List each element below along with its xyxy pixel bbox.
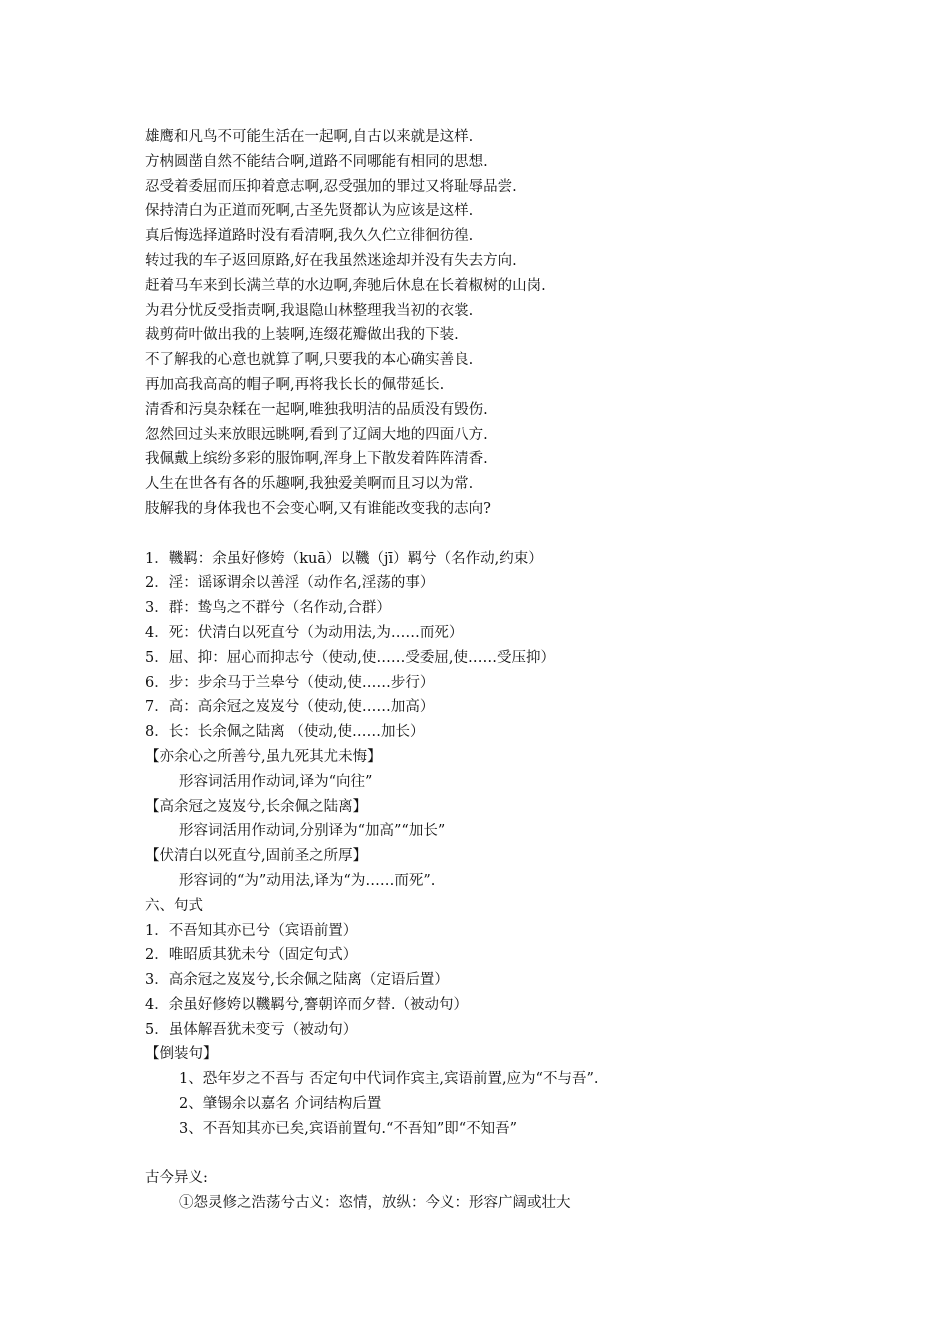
note-text: 形容词活用作动词,译为“向往” <box>179 773 373 790</box>
word-usage-item: 8．长：长余佩之陆离 （使动,使……加长） <box>145 724 425 741</box>
translation-line: 赶着马车来到长满兰草的水边啊,奔驰后休息在长着椒树的山岗. <box>145 277 546 294</box>
word-usage-item: 4．死：伏清白以死直兮（为动用法,为……而死） <box>145 624 464 641</box>
word-usage-item: 2．淫：谣诼谓余以善淫（动作名,淫荡的事） <box>145 575 435 592</box>
ancient-modern-heading: 古今异义: <box>145 1170 208 1187</box>
translation-line: 为君分忧反受指责啊,我退隐山林整理我当初的衣裳. <box>145 302 474 319</box>
inversion-item: 3、不吾知其亦已矣,宾语前置句.“不吾知”即“不知吾” <box>179 1120 518 1137</box>
note-title: 【亦余心之所善兮,虽九死其尤未悔】 <box>145 748 382 765</box>
translation-line: 忽然回过头来放眼远眺啊,看到了辽阔大地的四面八方. <box>145 426 488 443</box>
translation-line: 雄鹰和凡鸟不可能生活在一起啊,自古以来就是这样. <box>145 129 474 145</box>
translation-line: 肢解我的身体我也不会变心啊,又有谁能改变我的志向? <box>145 500 491 517</box>
sentence-item: 2．唯昭质其犹未兮（固定句式） <box>145 947 358 964</box>
translation-line: 转过我的车子返回原路,好在我虽然迷途却并没有失去方向. <box>145 252 517 269</box>
note-text: 形容词的“为”动用法,译为“为……而死”. <box>179 872 436 889</box>
word-usage-item: 7．高：高余冠之岌岌兮（使动,使……加高） <box>145 699 435 716</box>
ancient-modern-section <box>145 1166 925 1216</box>
sentence-item: 4．余虽好修姱以鞿羁兮,謇朝谇而夕替.（被动句） <box>145 996 468 1013</box>
note-title: 【伏清白以死直兮,固前圣之所厚】 <box>145 848 368 865</box>
translation-line: 人生在世各有各的乐趣啊,我独爱美啊而且习以为常. <box>145 476 474 493</box>
word-usage-item: 1．鞿羁：余虽好修姱（kuā）以鞿（jī）羁兮（名作动,约束） <box>145 550 543 567</box>
translation-section <box>145 125 925 522</box>
translation-line: 方枘圆凿自然不能结合啊,道路不同哪能有相同的思想. <box>145 153 488 170</box>
document-body <box>145 125 925 1216</box>
translation-line: 清香和污臭杂糅在一起啊,唯独我明洁的品质没有毁伤. <box>145 401 488 418</box>
inversion-heading: 【倒装句】 <box>145 1046 218 1063</box>
translation-line: 裁剪荷叶做出我的上装啊,连缀花瓣做出我的下装. <box>145 327 459 344</box>
translation-line: 不了解我的心意也就算了啊,只要我的本心确实善良. <box>145 352 474 369</box>
sentence-item: 5．虽体解吾犹未变亏（被动句） <box>145 1021 358 1038</box>
sentence-heading: 六、句式 <box>145 897 203 914</box>
translation-line: 再加高我高高的帽子啊,再将我长长的佩带延长. <box>145 376 445 393</box>
sentence-item: 1．不吾知其亦已兮（宾语前置） <box>145 922 358 939</box>
inversion-section <box>145 1042 925 1141</box>
note-text: 形容词活用作动词,分别译为“加高”“加长” <box>179 823 446 840</box>
translation-line: 忍受着委屈而压抑着意志啊,忍受强加的罪过又将耻辱品尝. <box>145 178 517 195</box>
translation-line: 真后悔选择道路时没有看清啊,我久久伫立徘徊彷徨. <box>145 228 474 245</box>
ancient-modern-item: ①怨灵修之浩荡兮古义：恣情，放纵：今义：形容广阔或壮大 <box>179 1195 571 1212</box>
sentence-section <box>145 894 925 1043</box>
inversion-item: 1、恐年岁之不吾与 否定句中代词作宾主,宾语前置,应为“不与吾”. <box>179 1071 599 1088</box>
word-usage-item: 6．步：步余马于兰皋兮（使动,使……步行） <box>145 674 435 691</box>
sentence-item: 3．高余冠之岌岌兮,长余佩之陆离（定语后置） <box>145 972 449 989</box>
word-usage-item: 5．屈、抑：屈心而抑志兮（使动,使……受委屈,使……受压抑） <box>145 649 555 666</box>
word-usage-section <box>145 547 925 745</box>
inversion-item: 2、肇锡余以嘉名 介词结构后置 <box>179 1096 382 1113</box>
translation-line: 保持清白为正道而死啊,古圣先贤都认为应该是这样. <box>145 203 474 220</box>
note-title: 【高余冠之岌岌兮,长余佩之陆离】 <box>145 798 368 815</box>
word-usage-item: 3．群：鸷鸟之不群兮（名作动,合群） <box>145 600 391 617</box>
translation-line: 我佩戴上缤纷多彩的服饰啊,浑身上下散发着阵阵清香. <box>145 451 488 468</box>
blank-line <box>145 522 925 547</box>
notes-section <box>145 745 925 894</box>
blank-line <box>145 1142 925 1167</box>
